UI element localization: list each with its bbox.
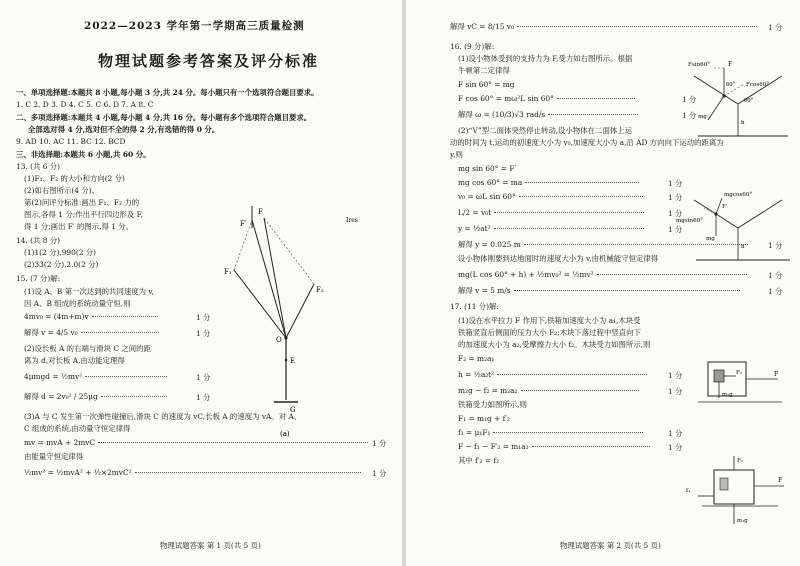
force-line-F2 xyxy=(286,284,314,338)
label-F: F xyxy=(778,477,783,484)
label-m2g: m₂g xyxy=(722,392,733,398)
q17-score3: 1 分 xyxy=(668,429,683,438)
q15-line7: 由能量守恒定律得 xyxy=(24,452,84,461)
q17-eq2: h = ½a₂t² xyxy=(458,370,650,379)
q16-force-figure-2 xyxy=(676,178,796,264)
q15-eq3: mv = mvA + 2mvC xyxy=(24,438,371,447)
q15-line3: (2)设长板 A 的右端与滑块 C 之间的距 xyxy=(24,344,151,353)
v-wedge-right xyxy=(738,200,782,228)
page-1-footer: 物理试题答案 第 1 页(共 5 页) xyxy=(160,541,261,550)
label-mg: mg xyxy=(706,236,715,242)
q16-score2: 1 分 xyxy=(682,111,697,120)
force-line-Fprime xyxy=(252,220,286,338)
q14-heading: 14. (共 8 分) xyxy=(16,236,61,245)
q16-line4: 动的时间为 t,运动的初速度大小为 v₀,加速度大小为 a,沿 AD 方向向下运动的距离为 xyxy=(450,138,724,147)
q15-line6: C 组成的系统,由动量守恒定律得 xyxy=(24,424,131,433)
q16-score1: 1 分 xyxy=(682,95,697,104)
q17-line3: 的加速度大小为 a₂,受摩擦力大小 f₂。木块受力如图所示,则 xyxy=(458,340,651,349)
q15-score4: 1 分 xyxy=(196,393,211,402)
q17-heading: 17. (11 分)解: xyxy=(450,302,499,311)
q15-sol2: 解得 d = 2v₀² / 25μg xyxy=(24,392,170,401)
small-object xyxy=(722,94,725,97)
figure-side-note: Ires xyxy=(346,217,358,224)
gravity-mg xyxy=(708,96,724,120)
sec3-title: 三、非选择题:本题共 6 小题,共 60 分。 xyxy=(16,150,151,159)
top-equation: 解得 vC = 8/15 v₀ xyxy=(450,22,760,31)
force-line-F-result xyxy=(264,218,286,338)
force-diagram-figure-a xyxy=(214,200,364,445)
q15-line4: 离为 d,对长板 A,由动能定理得 xyxy=(24,356,125,365)
q16-score5: 1 分 xyxy=(668,209,683,218)
q16-score6: 1 分 xyxy=(668,225,683,234)
q16-sol1: 解得 ω = (10/3)√3 rad/s xyxy=(458,110,641,119)
q13-line1: (1)F₁、F₂ 的大小和方向(2 分) xyxy=(24,174,125,183)
label-F2: F₂ xyxy=(736,370,743,376)
q13-line5: 得 1 分;画出 F′ 的图示,得 1 分。 xyxy=(24,222,134,231)
q15-eq2: 4μmgd = ½mv² xyxy=(24,372,170,381)
q16-score9: 1 分 xyxy=(768,287,783,296)
q16-line6: 设小物体刚要到达地面时的速度大小为 v,由机械能守恒定律得 xyxy=(458,254,659,263)
q14-line2: (2)33(2 分),2.0(2 分) xyxy=(24,260,99,269)
label-G: G xyxy=(290,406,296,414)
q17-score2: 1 分 xyxy=(668,387,683,396)
q17-eq1: F₂ = m₂a₁ xyxy=(458,354,495,363)
page-2 xyxy=(406,0,800,566)
q16-sol3: 解得 v = 5 m/s xyxy=(458,286,743,295)
q17-eq3: m₂g − f₂ = m₂a₂ xyxy=(458,386,642,395)
sec1-title: 一、单项选择题:本题共 8 小题,每小题 3 分,共 24 分。每小题只有一个选项符合题目要求。 xyxy=(16,88,319,97)
q15-score6: 1 分 xyxy=(372,469,387,478)
q15-score5: 1 分 xyxy=(372,439,387,448)
label-F2: F₂ xyxy=(316,286,324,294)
q15-line2: 因 A、B 组成的系统动量守恒,则 xyxy=(24,299,131,308)
q16-line3: (2)“V”型二面体突然停止转动,设小物体在二面体上运 xyxy=(458,126,633,135)
q16-eq7: y = ½at² xyxy=(458,224,647,233)
q15-line5: (3)A 与 C 发生第一次弹性碰撞后,滑块 C 的速度为 vC,长板 A 的速度为 vA。对 A、 xyxy=(24,412,302,421)
q15-eq4: ½mv² = ½mvA² + ½×2mvC² xyxy=(24,468,364,477)
q13-heading: 13. (共 6 分) xyxy=(16,162,61,171)
q15-score2: 1 分 xyxy=(196,329,211,338)
q16-eq1: F sin 60° = mg xyxy=(458,80,515,89)
label-h: h xyxy=(741,244,745,250)
label-mgcos60: mgcos60° xyxy=(724,192,753,198)
figure-caption-a: (a) xyxy=(280,430,290,438)
q16-eq8: mg(L cos 60° + h) + ½mv₀² = ½mv² xyxy=(458,270,750,279)
label-F1: F₁ xyxy=(737,458,744,464)
label-F-prime: F′ xyxy=(240,220,247,228)
label-Fcos60: Fcos60° xyxy=(746,82,770,88)
knot-O xyxy=(284,336,287,339)
q17-eq4: F₁ = m₁g + f′₂ xyxy=(458,414,510,423)
q16-line5: y,则 xyxy=(450,150,463,159)
q15-eq1: 4mv₀ = (4m+m)v xyxy=(24,312,161,321)
q16-eq2: F cos 60° = mω²L sin 60° xyxy=(458,94,638,103)
q17-box-figure xyxy=(684,452,788,528)
q16-line1: (1)设小物体受到的支持力为 F,受力如右图所示。根据 xyxy=(458,54,633,63)
label-h: h xyxy=(741,120,745,126)
q15-line1: (1)设 A、B 第一次达到的共同速度为 v, xyxy=(24,287,155,296)
q15-score3: 1 分 xyxy=(196,373,211,382)
label-F1: F₁ xyxy=(224,268,232,276)
label-mg: mg xyxy=(698,114,707,120)
q15-score1: 1 分 xyxy=(196,313,211,322)
q16-score4: 1 分 xyxy=(668,193,683,202)
q17-line4: 铁箱受力如图所示,则 xyxy=(458,400,527,409)
top-score: 1 分 xyxy=(768,23,783,32)
sec2-title: 二、多项选择题:本题共 4 小题,每小题 4 分,共 16 分。每小题有多个选项符合题目要求。 xyxy=(16,113,312,122)
q16-eq6: L/2 = v₀t xyxy=(458,208,647,217)
q16-score7: 1 分 xyxy=(768,241,783,250)
q13-line4: 图示,各得 1 分;作出平行四边形及 F, xyxy=(24,210,143,219)
q16-score3: 1 分 xyxy=(668,179,683,188)
label-F: F xyxy=(258,208,263,216)
q16-eq5: v₀ = ωL sin 60° xyxy=(458,192,646,201)
label-angle-60a: 60° xyxy=(726,82,736,88)
q16-heading: 16. (9 分)解: xyxy=(450,42,495,51)
label-F: F xyxy=(774,371,779,378)
header-title: 2022—2023 学年第一学期高三质量检测 xyxy=(84,20,305,32)
parallelogram-side-2 xyxy=(264,218,314,284)
page-2-footer: 物理试题答案 第 2 页(共 5 页) xyxy=(560,541,661,550)
label-m1g: m₁g xyxy=(737,518,748,524)
q17-score4: 1 分 xyxy=(668,443,683,452)
label-E: E xyxy=(290,357,296,365)
q17-line2: 铁箱竖直后侧面的压力大小 F₂;木块下落过程中竖直向下 xyxy=(458,328,641,337)
sec1-answers: 1. C 2. D 3. D 4. C 5. C 6. D 7. A 8. C xyxy=(16,100,154,109)
q16-eq3: mg sin 60° = F′ xyxy=(458,164,517,173)
label-F: F xyxy=(728,61,733,68)
wood-block xyxy=(720,478,728,490)
q15-sol1: 解得 v = 4/5 v₀ xyxy=(24,328,162,337)
small-object xyxy=(714,212,717,215)
q17-eq5: f₁ = μ₁F₁ xyxy=(458,428,646,437)
label-angle-60b: 60° xyxy=(744,98,754,104)
q16-sol2: 解得 y = 0.025 m xyxy=(458,240,751,249)
point-E xyxy=(285,359,288,362)
q16-score8: 1 分 xyxy=(768,271,783,280)
q16-eq4: mg cos 60° = ma xyxy=(458,178,642,187)
q16-line2: 牛顿第二定律得 xyxy=(458,66,510,75)
label-F-prime: F′ xyxy=(722,204,728,210)
q15-heading: 15. (7 分)解: xyxy=(16,274,61,283)
q13-line3: 第(2)问评分标准:画出 F₁、F₂ 力的 xyxy=(24,198,140,207)
q17-eq7: 其中 f′₂ = f₂ xyxy=(458,456,500,465)
q17-line1: (1)设在水平拉力 F 作用下,铁箱加速度大小为 a₁,木块受 xyxy=(458,316,641,325)
q17-eq6: F − f₁ − F′₂ = m₁a₁ xyxy=(458,442,653,451)
wood-block xyxy=(714,370,724,382)
label-mgsin60: mgsin60° xyxy=(676,218,704,224)
label-O: O xyxy=(276,336,282,344)
q17-score1: 1 分 xyxy=(668,371,683,380)
q13-line2: (2)如右图所示(4 分)。 xyxy=(24,186,100,195)
q14-line1: (1)1(2 分),990(2 分) xyxy=(24,248,97,257)
label-Fsin60: Fsin60° xyxy=(688,62,711,68)
label-f1: f₁ xyxy=(686,488,691,494)
main-title: 物理试题参考答案及评分标准 xyxy=(98,52,320,70)
q16-force-figure-1 xyxy=(688,56,796,140)
force-line-F1 xyxy=(234,270,286,338)
sec2-rule: 全部选对得 4 分,选对但不全的得 2 分,有选错的得 0 分。 xyxy=(28,125,220,134)
sec2-answers: 9. AD 10. AC 11. BC 12. BCD xyxy=(16,137,126,146)
q17-block-figure xyxy=(698,352,782,408)
v-wedge-left xyxy=(694,76,738,104)
